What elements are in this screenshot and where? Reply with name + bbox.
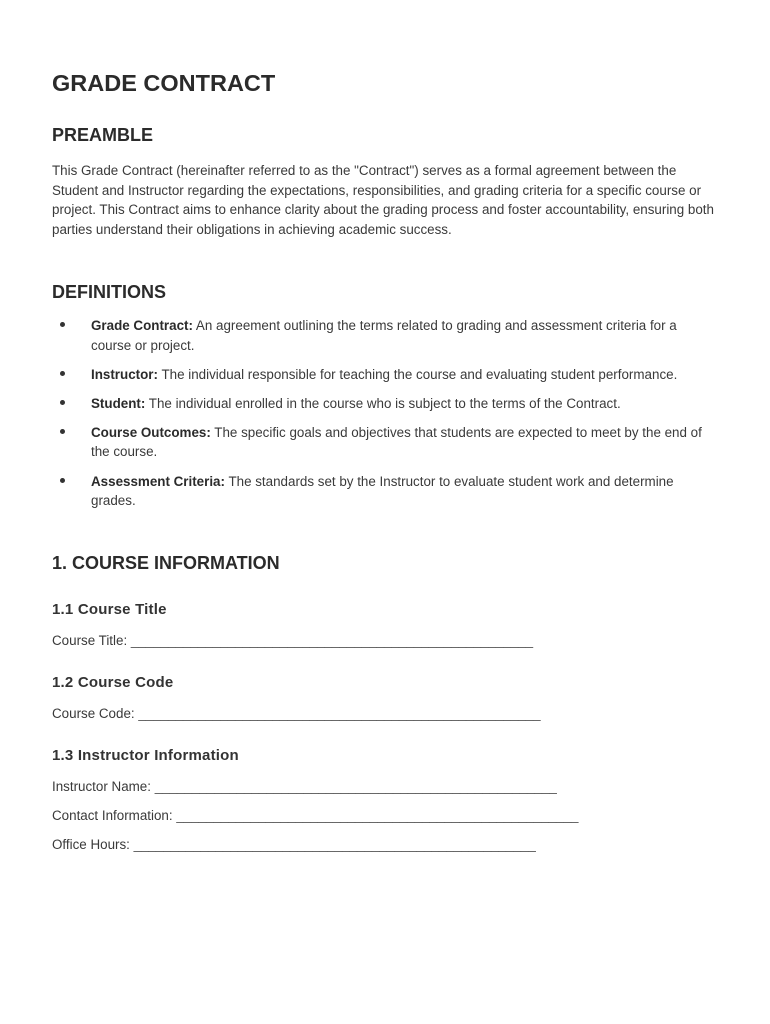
bullet-icon — [60, 371, 65, 376]
bullet-icon — [60, 400, 65, 405]
document-title: GRADE CONTRACT — [52, 70, 276, 96]
definition-text: The specific goals and objectives that students are expected to meet by the end of the course. — [91, 424, 702, 460]
contact-information-field[interactable] — [52, 808, 718, 823]
definitions-heading: DEFINITIONS — [52, 282, 167, 302]
instructor-name-blank[interactable]: ______________________________________________________ — [154, 779, 557, 794]
definition-item — [52, 365, 708, 385]
preamble-text: This Grade Contract (hereinafter referred to as the "Contract") serves as a formal agreement between the Student and Instructor regarding the expectations, responsibilities, and grading criteria for a specific course or project. This Contract aims to enhance clarity about the grading process and foster accountability, ensuring both parties understand their obligations in achieving academic success. — [52, 163, 714, 237]
definition-text: The individual enrolled in the course who is subject to the terms of the Contract. — [145, 395, 621, 411]
definition-item — [52, 423, 708, 462]
bullet-icon — [60, 478, 65, 483]
definition-term: Course Outcomes: — [91, 424, 211, 440]
bullet-icon — [60, 322, 65, 327]
definition-term: Student: — [91, 395, 146, 411]
instructor-name-label: Instructor Name: — [52, 779, 151, 794]
course-title-field[interactable] — [52, 633, 718, 648]
office-hours-field[interactable] — [52, 837, 718, 852]
course-title-heading: 1.1 Course Title — [52, 601, 167, 618]
course-code-field[interactable] — [52, 706, 718, 721]
instructor-name-field[interactable] — [52, 779, 718, 794]
bullet-icon — [60, 429, 65, 434]
definition-item — [52, 316, 708, 355]
definition-term: Instructor: — [91, 366, 158, 382]
definition-term: Assessment Criteria: — [91, 473, 225, 489]
course-title-label: Course Title: — [52, 633, 128, 648]
course-title-blank[interactable]: ______________________________________________________ — [130, 633, 534, 648]
instructor-information-heading: 1.3 Instructor Information — [52, 747, 239, 764]
definition-text: An agreement outlining the terms related to grading and assessment criteria for a course or project. — [91, 318, 677, 353]
definition-term: Grade Contract: — [91, 318, 193, 333]
contact-information-label: Contact Information: — [52, 808, 173, 823]
definition-text: The standards set by the Instructor to evaluate student work and determine grades. — [91, 473, 674, 509]
course-code-heading: 1.2 Course Code — [52, 674, 174, 691]
definition-item — [52, 472, 708, 511]
course-information-heading: 1. COURSE INFORMATION — [52, 553, 280, 573]
course-code-blank[interactable]: ______________________________________________________ — [138, 706, 541, 721]
definition-item — [52, 394, 708, 414]
office-hours-label: Office Hours: — [52, 837, 130, 852]
office-hours-blank[interactable]: ______________________________________________________ — [133, 837, 536, 852]
preamble-heading: PREAMBLE — [52, 125, 154, 145]
contact-information-blank[interactable]: ______________________________________________________ — [176, 808, 579, 823]
definitions-list — [52, 316, 708, 520]
definition-text: The individual responsible for teaching the course and evaluating student performance. — [157, 366, 678, 382]
course-code-label: Course Code: — [52, 706, 135, 721]
